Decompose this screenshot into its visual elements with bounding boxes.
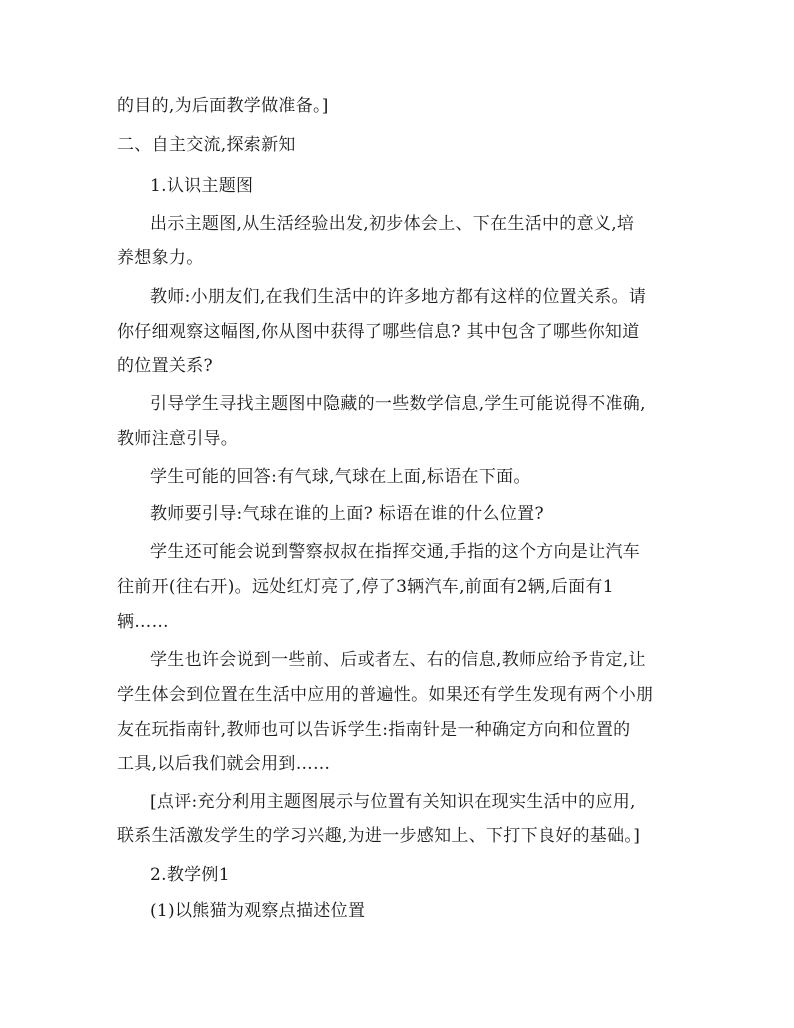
- paragraph-line: 养想象力。: [117, 248, 204, 268]
- paragraph-line: 教师要引导:气球在谁的上面? 标语在谁的什么位置?: [150, 504, 544, 524]
- paragraph-line: 往前开(往右开)。远处红灯亮了,停了3辆汽车,前面有2辆,后面有1: [117, 577, 614, 597]
- paragraph-line: 出示主题图,从生活经验出发,初步体会上、下在生活中的意义,培: [150, 214, 635, 234]
- paragraph-line: 友在玩指南针,教师也可以告诉学生:指南针是一种确定方向和位置的: [117, 720, 631, 740]
- paragraph-line: 的位置关系?: [117, 356, 213, 376]
- paragraph-line: 学生可能的回答:有气球,气球在上面,标语在下面。: [150, 467, 531, 487]
- paragraph-line: 学生也许会说到一些前、后或者左、右的信息,教师应给予肯定,让: [150, 650, 646, 670]
- comment-line: [点评:充分利用主题图展示与位置有关知识在现实生活中的应用,: [150, 792, 636, 812]
- section-heading: 二、自主交流,探索新知: [117, 135, 296, 155]
- paragraph-line: 辆……: [117, 612, 169, 632]
- paragraph-line: 学生体会到位置在生活中应用的普遍性。如果还有学生发现有两个小朋: [117, 685, 654, 705]
- paragraph-line: 工具,以后我们就会用到……: [117, 754, 331, 774]
- subsection-heading: 2.教学例1: [150, 865, 230, 885]
- paragraph-line: 教师注意引导。: [117, 429, 239, 449]
- paragraph-line: 学生还可能会说到警察叔叔在指挥交通,手指的这个方向是让汽车: [150, 542, 641, 562]
- paragraph-line: 你仔细观察这幅图,你从图中获得了哪些信息? 其中包含了哪些你知道: [117, 322, 640, 342]
- paragraph-line: 引导学生寻找主题图中隐藏的一些数学信息,学生可能说得不准确,: [150, 394, 646, 414]
- subsection-heading: 1.认识主题图: [150, 176, 254, 196]
- text-line: 的目的,为后面教学做准备。]: [117, 96, 329, 116]
- paragraph-line: 教师:小朋友们,在我们生活中的许多地方都有这样的位置关系。请: [150, 287, 647, 307]
- subsection-heading: (1)以熊猫为观察点描述位置: [150, 901, 366, 921]
- comment-line: 联系生活激发学生的学习兴趣,为进一步感知上、下打下良好的基础。]: [117, 826, 641, 846]
